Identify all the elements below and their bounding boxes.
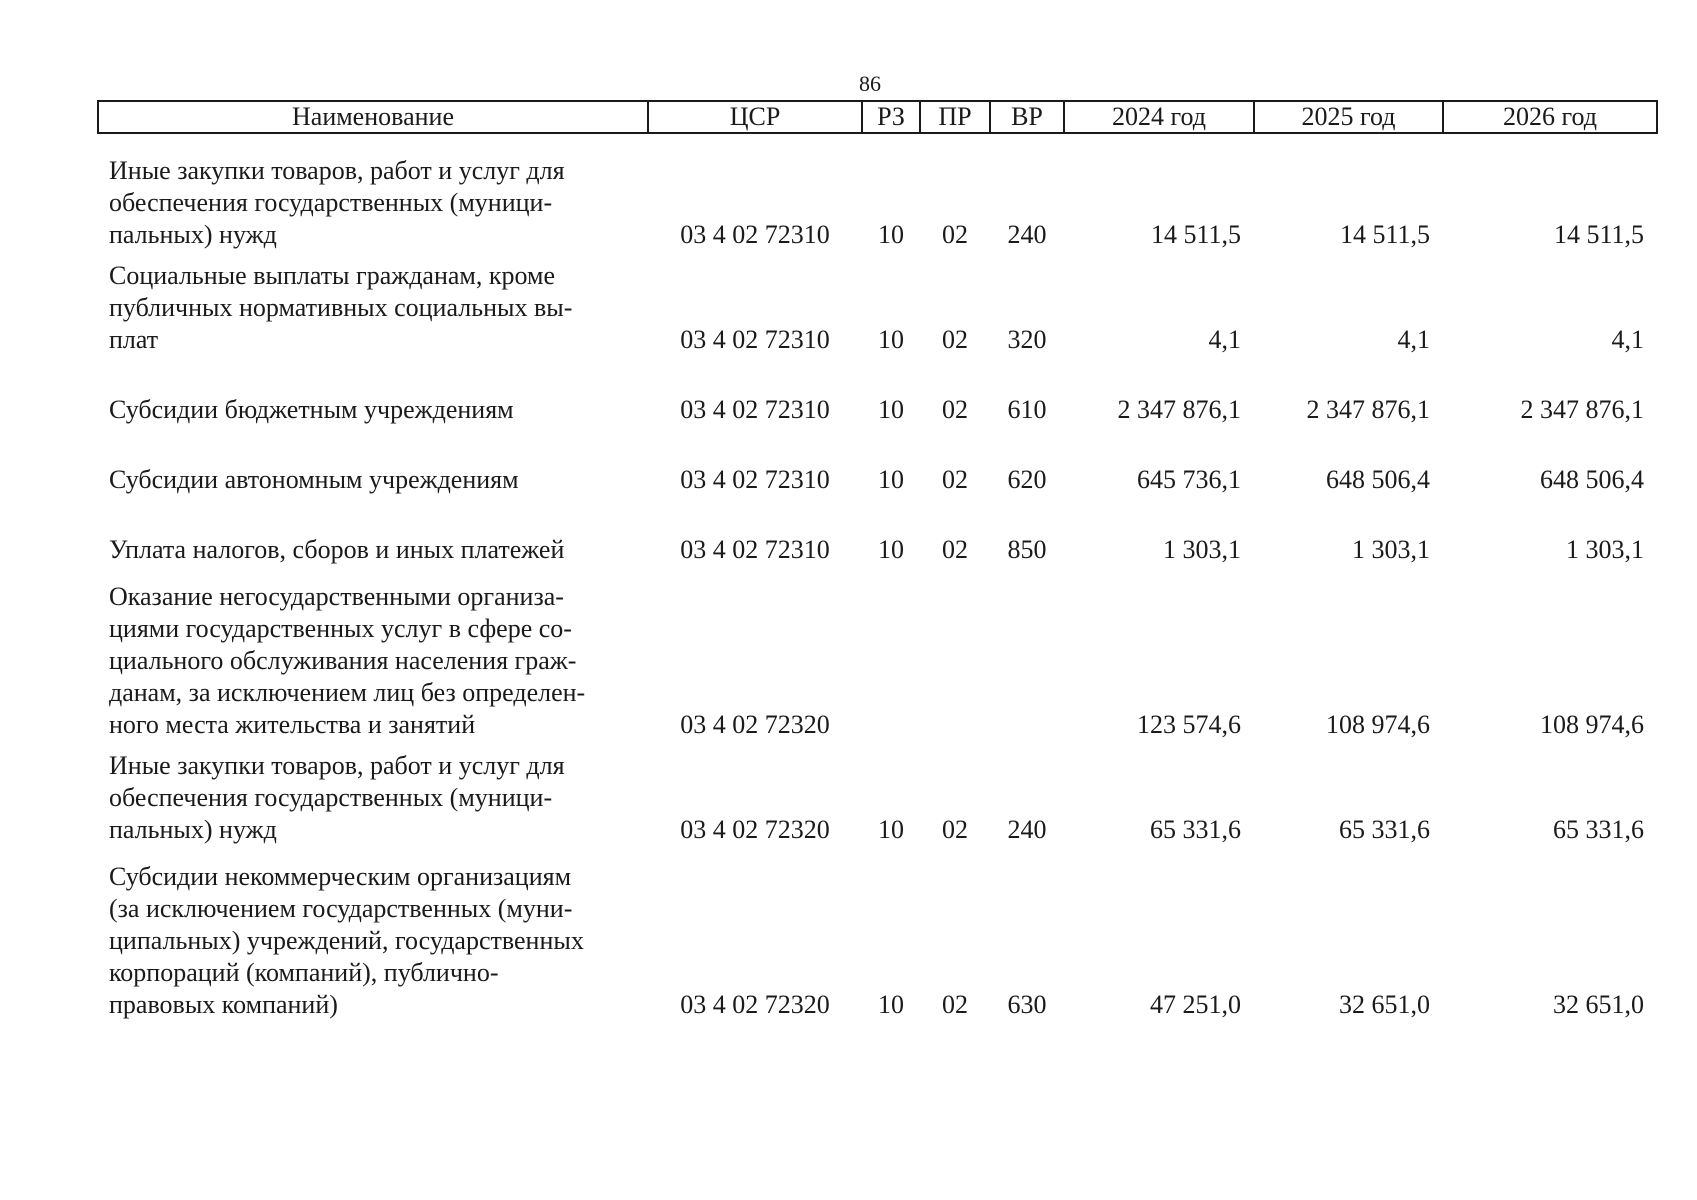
row-vr: 620 <box>1007 465 1047 494</box>
row-csr: 03 4 02 72310 <box>680 325 830 354</box>
row-pr <box>920 566 990 741</box>
header-2025: 2025 год <box>1254 101 1443 133</box>
row-name <box>98 496 648 566</box>
row-name <box>98 426 648 496</box>
row-rz: 10 <box>878 395 904 424</box>
row-pr: 02 <box>942 395 968 424</box>
header-vr: ВР <box>990 101 1064 133</box>
row-vr: 850 <box>1007 535 1047 564</box>
row-amount-2024: 47 251,0 <box>1150 990 1241 1019</box>
row-name <box>98 133 648 251</box>
row-name-line: ципальных) учреждений, государственных <box>109 926 584 955</box>
row-amount-2025: 4,1 <box>1397 325 1430 354</box>
table-row <box>98 356 1657 426</box>
row-name-line: пальных) нужд <box>109 220 277 249</box>
row-amount-2025: 1 303,1 <box>1352 535 1430 564</box>
row-name-line: Уплата налогов, сборов и иных платежей <box>109 535 565 564</box>
row-csr: 03 4 02 72310 <box>680 465 830 494</box>
row-amount-2026: 648 506,4 <box>1540 465 1644 494</box>
row-name-line: Оказание негосударственными организа- <box>109 582 564 611</box>
row-amount-2025: 648 506,4 <box>1326 465 1430 494</box>
row-amount-2024: 14 511,5 <box>1150 220 1241 249</box>
row-amount-2025: 2 347 876,1 <box>1306 395 1430 424</box>
row-pr: 02 <box>942 220 968 249</box>
header-name: Наименование <box>98 101 648 133</box>
row-csr: 03 4 02 72310 <box>680 395 830 424</box>
row-amount-2025: 32 651,0 <box>1339 990 1430 1019</box>
row-amount-2024: 1 303,1 <box>1163 535 1241 564</box>
budget-table <box>97 100 1658 1021</box>
row-rz: 10 <box>878 990 904 1019</box>
header-csr: ЦСР <box>648 101 862 133</box>
table-row <box>98 566 1657 741</box>
row-name-line: Иные закупки товаров, работ и услуг для <box>109 751 565 780</box>
row-amount-2026: 14 511,5 <box>1553 220 1644 249</box>
row-amount-2026: 4,1 <box>1611 325 1644 354</box>
table-row <box>98 496 1657 566</box>
row-vr: 320 <box>1007 325 1047 354</box>
row-amount-2026: 65 331,6 <box>1553 815 1644 844</box>
row-amount-2025: 65 331,6 <box>1339 815 1430 844</box>
row-name-line: корпораций (компаний), публично- <box>109 958 499 987</box>
row-name-line: Иные закупки товаров, работ и услуг для <box>109 156 565 185</box>
row-name-line: циями государственных услуг в сфере со- <box>109 614 572 643</box>
row-amount-2026: 108 974,6 <box>1540 710 1644 739</box>
row-vr: 610 <box>1007 395 1047 424</box>
row-csr: 03 4 02 72320 <box>680 710 830 739</box>
header-2026: 2026 год <box>1443 101 1657 133</box>
row-amount-2025: 14 511,5 <box>1339 220 1430 249</box>
row-name-line: данам, за исключением лиц без определен- <box>109 678 586 707</box>
table-row <box>98 741 1657 846</box>
row-name-line: плат <box>109 325 159 354</box>
row-name-line: Субсидии автономным учреждениям <box>109 465 519 494</box>
row-rz: 10 <box>878 465 904 494</box>
row-rz: 10 <box>878 535 904 564</box>
row-rz <box>862 566 920 741</box>
row-amount-2026: 1 303,1 <box>1566 535 1644 564</box>
row-csr: 03 4 02 72320 <box>680 990 830 1019</box>
row-name <box>98 566 648 741</box>
row-amount-2024: 4,1 <box>1208 325 1241 354</box>
row-vr: 630 <box>1007 990 1047 1019</box>
row-vr: 240 <box>1007 220 1047 249</box>
table-body <box>98 133 1657 1021</box>
row-name-line: пальных) нужд <box>109 815 277 844</box>
row-name <box>98 356 648 426</box>
row-name <box>98 846 648 1021</box>
table-row <box>98 426 1657 496</box>
row-pr: 02 <box>942 325 968 354</box>
table-row <box>98 846 1657 1021</box>
row-name-line: Субсидии бюджетным учреждениям <box>109 395 514 424</box>
row-csr: 03 4 02 72310 <box>680 220 830 249</box>
row-csr: 03 4 02 72320 <box>680 815 830 844</box>
header-pr: ПР <box>920 101 990 133</box>
row-vr <box>990 566 1064 741</box>
page-number: 86 <box>859 71 881 96</box>
row-csr: 03 4 02 72310 <box>680 535 830 564</box>
row-amount-2024: 65 331,6 <box>1150 815 1241 844</box>
row-vr: 240 <box>1007 815 1047 844</box>
header-2024: 2024 год <box>1064 101 1254 133</box>
row-pr: 02 <box>942 465 968 494</box>
row-amount-2024: 645 736,1 <box>1137 465 1241 494</box>
row-amount-2026: 2 347 876,1 <box>1520 395 1644 424</box>
row-name-line: Социальные выплаты гражданам, кроме <box>109 261 555 290</box>
row-name-line: (за исключением государственных (муни- <box>109 894 573 923</box>
row-name-line: циального обслуживания населения граж- <box>109 646 577 675</box>
row-name <box>98 741 648 846</box>
header-rz: РЗ <box>862 101 920 133</box>
row-pr: 02 <box>942 815 968 844</box>
row-name-line: правовых компаний) <box>109 990 338 1019</box>
row-rz: 10 <box>878 325 904 354</box>
row-name-line: публичных нормативных социальных вы- <box>109 293 573 322</box>
row-amount-2025: 108 974,6 <box>1326 710 1430 739</box>
row-rz: 10 <box>878 220 904 249</box>
row-name-line: обеспечения государственных (муници- <box>109 188 553 217</box>
row-name-line: обеспечения государственных (муници- <box>109 783 553 812</box>
row-amount-2024: 2 347 876,1 <box>1117 395 1241 424</box>
row-rz: 10 <box>878 815 904 844</box>
row-name <box>98 251 648 356</box>
row-name-line: ного места жительства и занятий <box>109 710 476 739</box>
row-name-line: Субсидии некоммерческим организациям <box>109 862 572 891</box>
row-pr: 02 <box>942 535 968 564</box>
row-amount-2024: 123 574,6 <box>1137 710 1241 739</box>
table-row <box>98 251 1657 356</box>
table-header <box>98 101 1657 133</box>
row-amount-2026: 32 651,0 <box>1553 990 1644 1019</box>
table-row <box>98 133 1657 251</box>
row-pr: 02 <box>942 990 968 1019</box>
